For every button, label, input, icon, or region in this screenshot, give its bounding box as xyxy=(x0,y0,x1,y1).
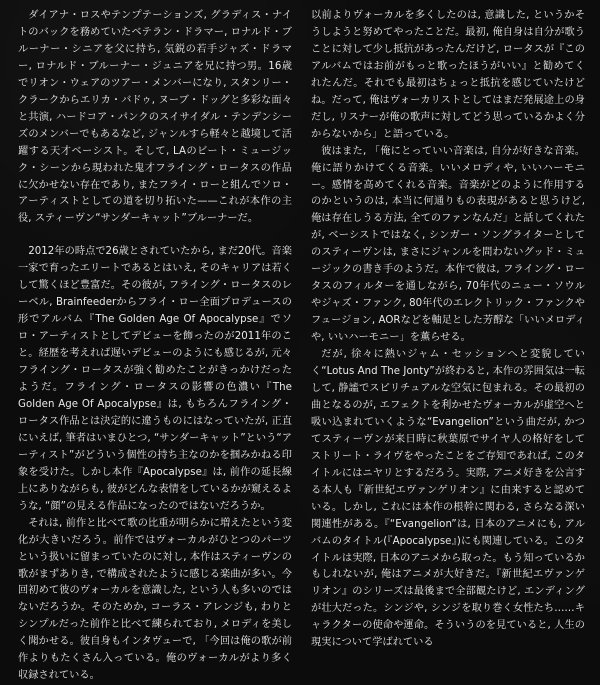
article-paragraph-2: 2012年の時点で26歳とされていたから, まだ20代。音楽一家で育ったエリートであるとはいえ, そのキャリアは若くして驚くほど豊富だ。その彼が, フライング・ロータスのレーベル, Brainfeederからフライ・ロー全面プロデュースの形でアルバム『The Golden Age Of Apocalypse』でソロ・アーティストとしてデビューを飾ったのが2011年のこと。経歴を考えれば遅いデビューのようにも感じるが, 元々フライング・ロータスが強く勧めたことがきっかけだったようだ。フライング・ロータスの影響の色濃い『The Golden Age Of Apocalypse』は, もちろんフライング・ロータス作品とは決定的に違うものにはなっていたが, 正直にいえば, 筆者はいまひとつ, “サンダーキャット”という“アーティスト”がどういう個性の持ち主なのかを掴みかねる印象を受けた。しかし本作『Apocalypse』は, 前作の延長線上にありながらも, 彼がどんな表情をしているかが窺えるような, “顔”の見える作品になったのではないだろうか。 xyxy=(18,246,292,512)
article-paragraph-3-continued: 以前よりヴォーカルを多くしたのは, 意識した, というかそうしようと努めてやったことだ。最初, 俺自身は自分が歌うことに対して少し抵抗があったんだけど, ロータスが『このアルバムではお前がもっと歌ったほうがいい』と勧めてくれたんだ。それでも最初はちょっと抵抗を感じていたけどね。だって, 俺はヴォーカリストとしてはまだ発展途上の身だし, リスナーが俺の歌声に対してどう思っているかよく分からないから」と語っている。 xyxy=(311,10,585,140)
article-left-column xyxy=(18,8,292,685)
article-paragraph-3: それは, 前作と比べて歌の比重が明らかに増えたという変化が大きいだろう。前作ではヴォーカルがひとつのパーツという扱いに留まっていたのに対し, 本作はスティーヴンの歌がまずありき, で構成されたように感じる楽曲が多い。今回初めて彼のヴォーカルを意識した, という人も多いのではないだろうか。そのためか, コーラス・アレンジも, わりとシンプルだった前作と比べて練られており, メロディを美しく聞かせる。彼自身もインタヴューで, 「今回は俺の歌が前作よりもたくさん入っている。俺のヴォーカルがより多く収録されている。 xyxy=(18,517,292,682)
article-paragraph-5: だが, 徐々に熱いジャム・セッションへと変貌していく“Lotus And The Jonty”が終わると, 本作の雰囲気は一転して, 静謐でスピリチュアルな空気に包まれる。その最初の曲となるのが, エフェクトを利かせたヴォーカルが虚空へと吸い込まれていくような“Evangelion”という曲だが, かつてスティーヴンが来日時に秋葉原でサイヤ人の格好をしてストリート・ライヴをやったことをご存知であれば, このタイトルにはニヤリとするだろう。実際, アニメ好きを公言する本人も『新世紀エヴァンゲリオン』に由来すると認めている。しかし, これには本作の根幹に関わる, さらなる深い関連性がある。『“Evangelion”は, 日本のアニメにも, アルバムのタイトル(『Apocalypse』)にも関連している。このタイトルは実際, 日本のアニメから取った。もう知っているかもしれないが, 俺はアニメが大好きだ。『新世紀エヴァンゲリオン』のシリーズは最後まで全部観たけど, エンディングが壮大だった。シンジや, シンジを取り巻く女性たち……キャラクターの使命や運命。そういうのを見ていると, 人生の現実について学ばれている xyxy=(311,349,585,649)
article-paragraph-4: 彼はまた, 「俺にとっていい音楽は, 自分が好きな音楽。俺に語りかけてくる音楽。いいメロディや, いいハーモニー。感情を高めてくれる音楽。音楽がどのように作用するのかというのは, 本当に何通りもの表現があると思うけど, 俺は存在しうる方法, 全てのファンなんだ」と話してくれたが, ベーシストではなく, シンガー・ソングライターとしてのスティーヴンは, まさにジャンルを問わないグッド・ミュージックの書き手のようだ。本作で彼は, フライング・ロータスのフィルターを通しながら, 70年代のニュー・ソウルやジャズ・ファンク, 80年代のエレクトリック・ファンクやフュージョン, AORなどを軸足とした芳醇な「いいメロディや, いいハーモニー」を薫らせる。 xyxy=(311,145,585,344)
article-paragraph-1: ダイアナ・ロスやテンプテーションズ, グラディス・ナイトのバックを務めていたベテラン・ドラマー, ロナルド・ブルーナー・シニアを父に持ち, 気鋭の若手ジャズ・ドラマー, ロナルド・ブルーナー・ジュニアを兄に持つ男。16歳でリオン・ウェアのツアー・メンバーになり, スタンリー・クラークからエリカ・バドゥ, ヌーブ・ドッグと多彩な面々と共演, ハードコア・パンクのスイサイダル・テンデンシーズのメンバーでもあるなど, ジャンルすら軽々と越境して活躍する天才ベーシスト。そして, LAのビート・ミュージック・シーンから現われた鬼才フライング・ロータスの作品に欠かせない存在であり, またフライ・ローと組んでソロ・アーティストとしての道を切り拓いた——これが本作の主役, スティーヴン“サンダーキャット”ブルーナーだ。 xyxy=(18,10,292,225)
article-right-column xyxy=(311,8,585,652)
